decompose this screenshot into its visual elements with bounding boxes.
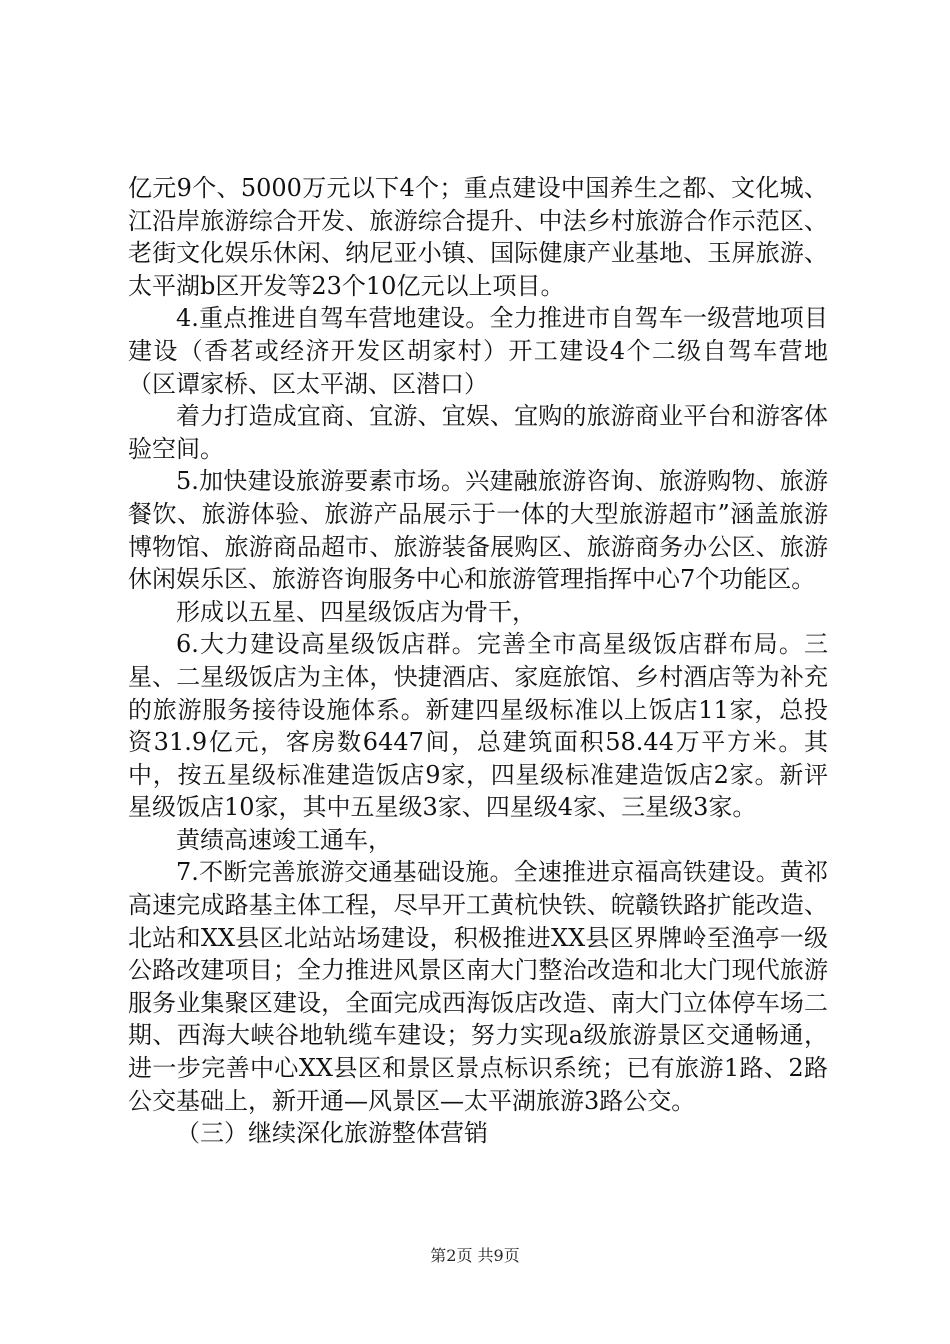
paragraph-item-4: 4.重点推进自驾车营地建设。全力推进市自驾车一级营地项目建设（香茗或经济开发区胡家村）开工建设4个二级自驾车营地（区谭家桥、区太平湖、区潜口） (128, 304, 828, 398)
paragraph-item-5: 5.加快建设旅游要素市场。兴建融旅游咨询、旅游购物、旅游餐饮、旅游体验、旅游产品展示于一体的大型旅游超市”涵盖旅游博物馆、旅游商品超市、旅游装备展购区、旅游商务办公区、旅游休闲娱乐区、旅游咨询服务中心和旅游管理指挥中心7个功能区。 (128, 467, 828, 594)
section-heading: （三）继续深化旅游整体营销 (176, 1119, 488, 1148)
paragraph-continuation: 亿元9个、5000万元以下4个；重点建设中国养生之都、文化城、江沿岸旅游综合开发、旅游综合提升、中法乡村旅游合作示范区、老街文化娱乐休闲、纳尼亚小镇、国际健康产业基地、玉屏旅游、太平湖b区开发等23个10亿元以上项目。 (128, 174, 828, 300)
page-footer: 第2页 共9页 (430, 1246, 520, 1265)
paragraph-highway: 黄绩高速竣工通车， (176, 825, 392, 854)
paragraph-hotel-core: 形成以五星、四星级饭店为骨干， (176, 597, 536, 626)
document-body (128, 172, 828, 1150)
paragraph-commerce: 着力打造成宜商、宜游、宜娱、宜购的旅游商业平台和游客体验空间。 (128, 402, 828, 463)
paragraph-item-7: 7.不断完善旅游交通基础设施。全速推进京福高铁建设。黄祁高速完成路基主体工程，尽早开工黄杭快铁、皖赣铁路扩能改造、北站和XX县区北站站场建设，积极推进XX县区界牌岭至渔亭一级公路改建项目；全力推进风景区南大门整治改造和北大门现代旅游服务业集聚区建设，全面完成西海饭店改造、南大门立体停车场二期、西海大峡谷地轨缆车建设；努力实现a级旅游景区交通畅通，进一步完善中心XX县区和景区景点标识系统；已有旅游1路、2路公交基础上，新开通—风景区—太平湖旅游3路公交。 (128, 858, 828, 1115)
paragraph-item-6: 6.大力建设高星级饭店群。完善全市高星级饭店群布局。三星、二星级饭店为主体，快捷酒店、家庭旅馆、乡村酒店等为补充的旅游服务接待设施体系。新建四星级标准以上饭店11家，总投资31.9亿元，客房数6447间，总建筑面积58.44万平方米。其中，按五星级标准建造饭店9家，四星级标准建造饭店2家。新评星级饭店10家，其中五星级3家、四星级4家、三星级3家。 (128, 630, 828, 822)
